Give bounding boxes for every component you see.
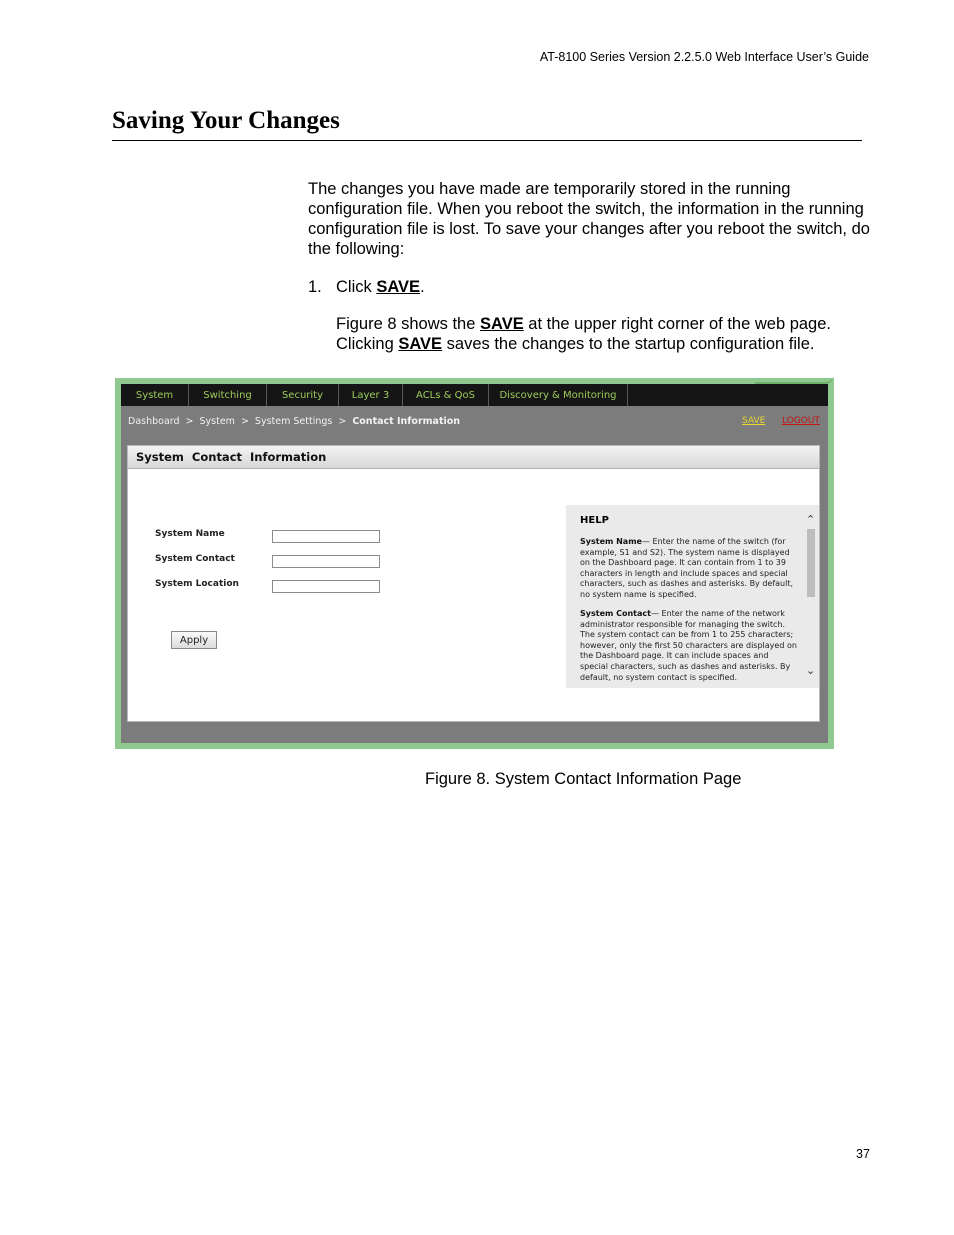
save-keyword: SAVE (376, 278, 421, 296)
step-number: 1. (308, 278, 322, 296)
detail-part-1: Figure 8 shows the (336, 315, 480, 333)
panel-header (128, 446, 819, 469)
step-1-detail (336, 314, 866, 354)
nav-tab-discovery-monitoring[interactable]: Discovery & Monitoring (489, 384, 628, 406)
system-contact-input[interactable] (272, 555, 380, 568)
apply-button[interactable]: Apply (171, 631, 217, 649)
breadcrumb-bar (121, 406, 828, 444)
step-suffix: . (420, 278, 425, 296)
section-title: Saving Your Changes (112, 107, 340, 134)
step-1 (308, 277, 425, 297)
save-keyword-2: SAVE (398, 335, 443, 353)
system-name-label: System Name (155, 529, 225, 539)
help-panel (566, 505, 819, 688)
panel-title: System Contact Information (136, 450, 327, 464)
system-contact-label: System Contact (155, 554, 235, 564)
breadcrumb-separator: > (240, 416, 249, 427)
page-number: 37 (856, 1147, 870, 1161)
title-rule (112, 140, 862, 141)
help-scrollbar[interactable] (804, 505, 818, 688)
content-panel (127, 445, 820, 722)
help-title: HELP (580, 515, 609, 526)
nav-tab-security[interactable]: Security (267, 384, 339, 406)
chevron-down-icon[interactable]: ⌄ (806, 665, 816, 677)
web-interface (121, 384, 828, 743)
step-prefix: Click (336, 278, 377, 296)
save-link[interactable]: SAVE (742, 416, 766, 426)
help-text-system-name: — Enter the name of the switch (for example, S1 and S2). The system name is displayed on the Dashboard page. It can contain from 1 to 39 characters in length and include spaces and special characters, such as dashes and asterisks. By default, no system name is specified. (580, 537, 794, 599)
system-name-input[interactable] (272, 530, 380, 543)
detail-part-2: at the upper right corner of the web page. Clicking (336, 315, 831, 353)
system-location-input[interactable] (272, 580, 380, 593)
breadcrumb (128, 416, 460, 427)
running-header: AT-8100 Series Version 2.2.5.0 Web Interface User’s Guide (539, 50, 869, 64)
help-term-system-name: System Name (580, 537, 642, 546)
nav-bar (121, 384, 828, 406)
chevron-up-icon[interactable]: ⌃ (806, 514, 816, 526)
scrollbar-thumb[interactable] (807, 529, 815, 597)
figure-caption: Figure 8. System Contact Information Page (425, 770, 742, 788)
breadcrumb-dashboard[interactable]: Dashboard (128, 416, 180, 427)
breadcrumb-contact-information: Contact Information (352, 416, 461, 427)
nav-tab-layer3[interactable]: Layer 3 (339, 384, 403, 406)
intro-paragraph: The changes you have made are temporarily stored in the running configuration file. When you reboot the switch, the information in the running configuration file is lost. To save your changes after you reboot the switch, do the following: (308, 180, 870, 258)
breadcrumb-system-settings[interactable]: System Settings (254, 416, 333, 427)
nav-tab-switching[interactable]: Switching (189, 384, 267, 406)
figure-decoration (755, 376, 833, 384)
breadcrumb-system[interactable]: System (199, 416, 235, 427)
help-term-system-contact: System Contact (580, 609, 651, 618)
detail-part-3: saves the changes to the startup configuration file. (442, 335, 815, 353)
save-keyword-1: SAVE (480, 315, 524, 333)
figure-screenshot (115, 378, 834, 749)
help-system-contact (580, 609, 798, 683)
nav-tab-acls-qos[interactable]: ACLs & QoS (403, 384, 489, 406)
help-system-name (580, 537, 798, 601)
system-location-label: System Location (155, 579, 239, 589)
breadcrumb-separator: > (185, 416, 194, 427)
breadcrumb-separator: > (338, 416, 347, 427)
help-text-system-contact: — Enter the name of the network administrator responsible for managing the switch. The system contact can be from 1 to 255 characters; however, only the first 50 characters are displayed on the Dashboard page. It can include spaces and special characters, such as dashes and asterisks. By default, no system contact is specified. (580, 609, 797, 682)
nav-tab-system[interactable]: System (121, 384, 189, 406)
logout-link[interactable]: LOGOUT (782, 416, 820, 426)
